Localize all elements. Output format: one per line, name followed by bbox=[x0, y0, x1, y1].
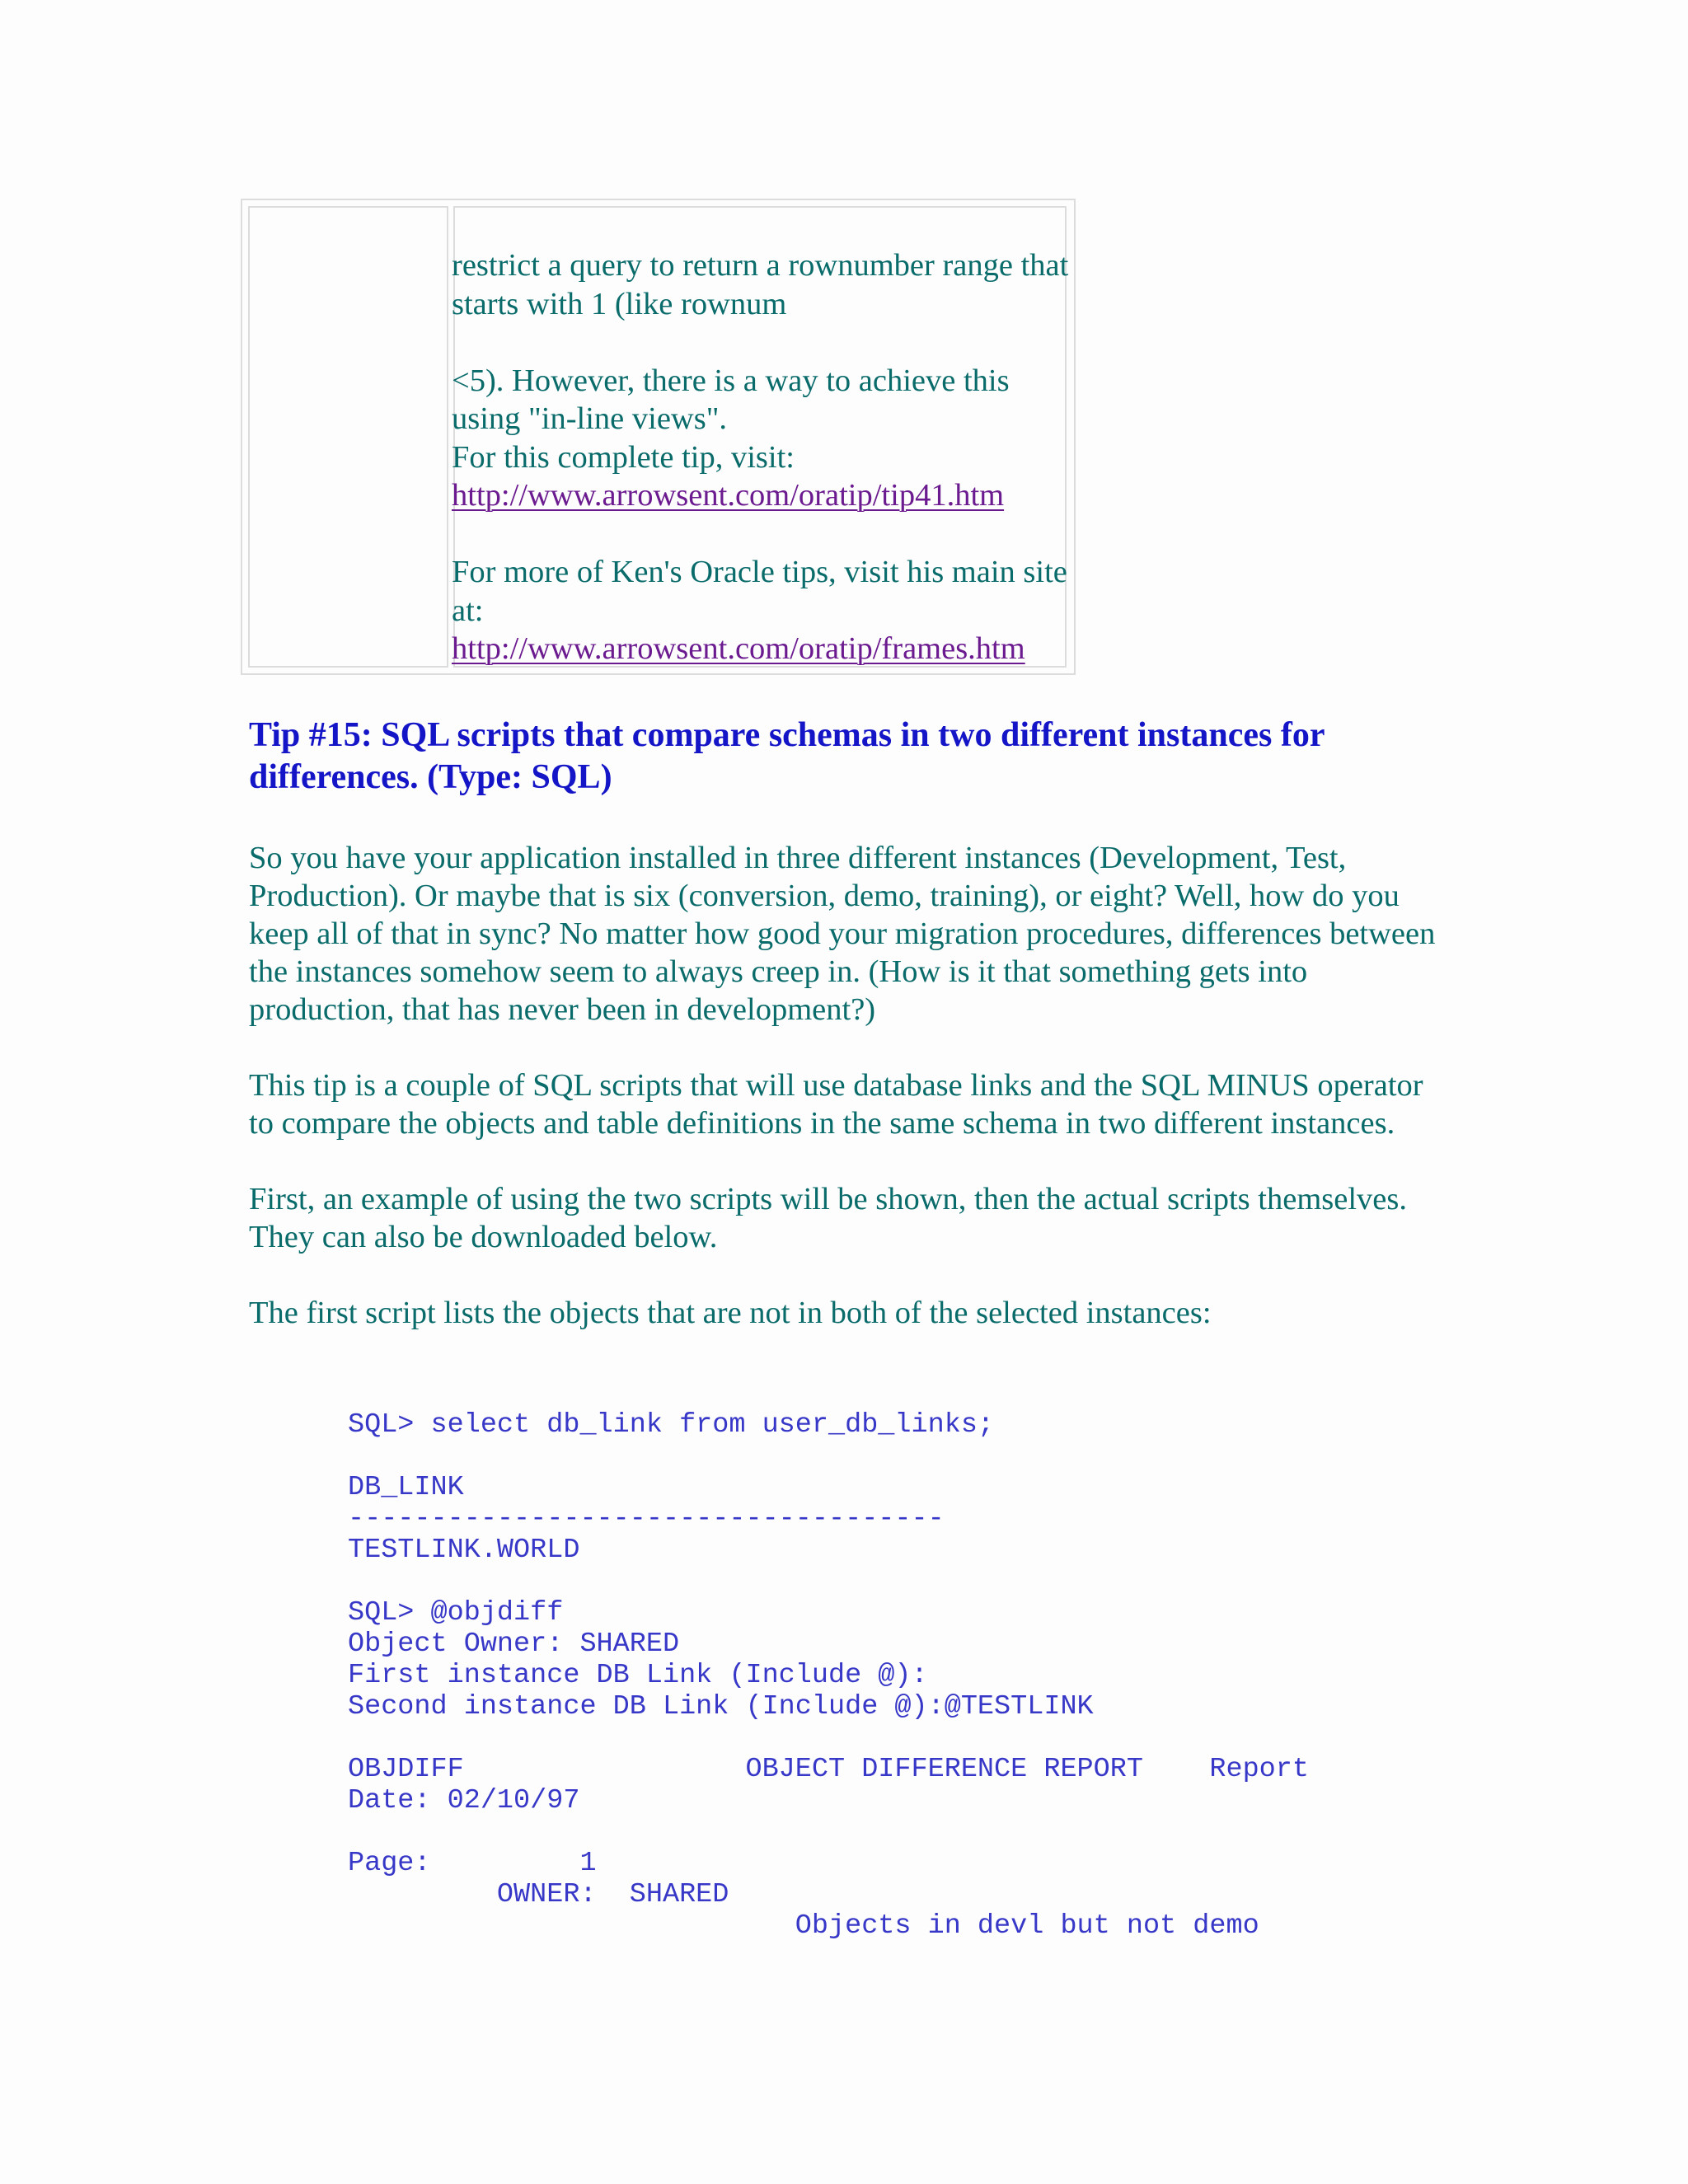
code-line: Second instance DB Link (Include @):@TESTLINK bbox=[348, 1691, 1094, 1722]
code-line: OWNER: SHARED bbox=[348, 1879, 729, 1910]
code-line bbox=[348, 1816, 1309, 1848]
tip-body bbox=[249, 839, 1452, 1370]
tip-box-paragraph: restrict a query to return a rownumber range that starts with 1 (like rownum bbox=[452, 248, 1069, 321]
code-line: OBJDIFF OBJECT DIFFERENCE REPORT Report bbox=[348, 1754, 1309, 1785]
code-line: ------------------------------------ bbox=[348, 1503, 945, 1535]
code-line: TESTLINK.WORLD bbox=[348, 1535, 580, 1566]
body-paragraph: This tip is a couple of SQL scripts that will use database links and the SQL MINUS operator to compare the objects and table definitions in the same schema in two different instances. bbox=[249, 1068, 1423, 1141]
code-line: SQL> @objdiff bbox=[348, 1597, 564, 1629]
code-line bbox=[348, 1566, 1309, 1597]
body-paragraph: The first script lists the objects that are not in both of the selected instances: bbox=[249, 1296, 1212, 1330]
code-sample bbox=[348, 1409, 1309, 1942]
tip-box-paragraph: <5). However, there is a way to achieve this using "in-line views". bbox=[452, 363, 1010, 436]
code-line: Objects in devl but not demo bbox=[348, 1910, 1259, 1942]
tip-box-paragraph: For this complete tip, visit: bbox=[452, 439, 795, 475]
code-line bbox=[348, 1722, 1309, 1754]
tip-heading: Tip #15: SQL scripts that compare schemas in two different instances for differences. (Type: SQL) bbox=[249, 716, 1325, 796]
tip-box-text bbox=[452, 246, 1078, 668]
tip-box-paragraph: For more of Ken's Oracle tips, visit his main site at: bbox=[452, 555, 1067, 628]
code-line: Page: 1 bbox=[348, 1848, 597, 1879]
code-line: First instance DB Link (Include @): bbox=[348, 1660, 928, 1691]
code-line: SQL> select db_link from user_db_links; bbox=[348, 1409, 995, 1441]
code-line bbox=[348, 1441, 1309, 1472]
tip41-link[interactable]: http://www.arrowsent.com/oratip/tip41.htm bbox=[452, 478, 1005, 513]
frames-link[interactable]: http://www.arrowsent.com/oratip/frames.htm bbox=[452, 631, 1025, 666]
code-line: DB_LINK bbox=[348, 1472, 464, 1503]
body-paragraph: So you have your application installed in three different instances (Development, Test, Production). Or maybe that is six (conversion, demo, training), or eight? Well, how do you keep all of that in sync? No matter how good your migration procedures, differences between the instances somehow seem to always creep in. (How is it that something gets into production, that has never been in development?) bbox=[249, 841, 1436, 1027]
code-line: Date: 02/10/97 bbox=[348, 1785, 580, 1816]
code-line: Object Owner: SHARED bbox=[348, 1629, 680, 1660]
body-paragraph: First, an example of using the two scripts will be shown, then the actual scripts themselves. They can also be downloaded below. bbox=[249, 1182, 1407, 1254]
tip-table-empty-cell bbox=[248, 206, 448, 668]
